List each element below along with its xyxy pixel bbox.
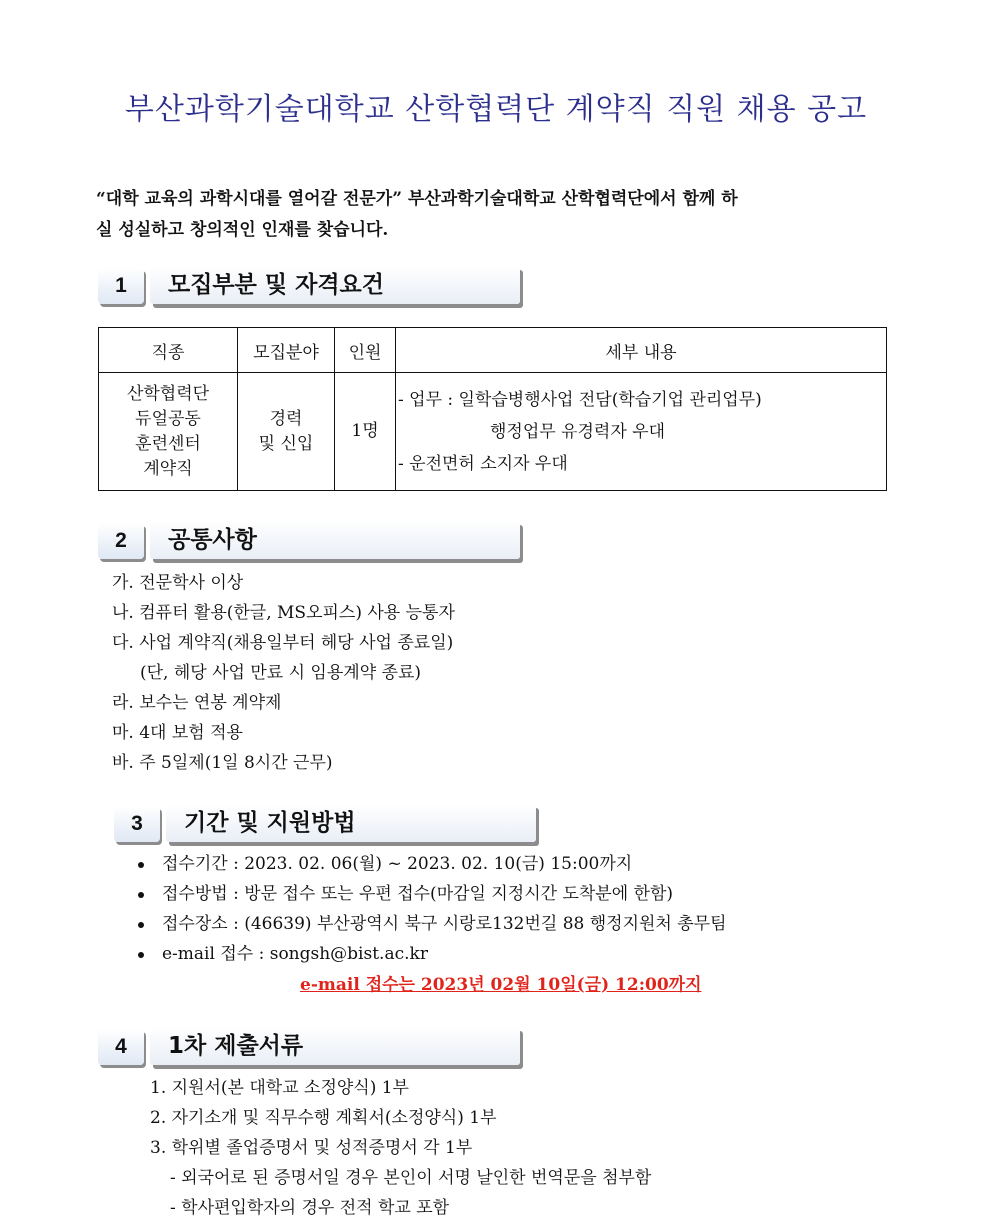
- page-title: 부산과학기술대학교 산학협력단 계약직 직원 채용 공고: [124, 92, 868, 127]
- list-item: 마. 4대 보험 적용: [112, 723, 243, 743]
- list-item: 가. 전문학사 이상: [112, 573, 244, 593]
- email-deadline-notice: e-mail 접수는 2023년 02월 10일(금) 12:00까지: [300, 975, 702, 995]
- recruitment-table: [98, 327, 887, 491]
- detail-cell: [396, 373, 887, 491]
- list-item: 라. 보수는 연봉 계약제: [112, 693, 282, 713]
- apply-list: [136, 849, 727, 969]
- intro-line: 실 성실하고 창의적인 인재를 찾습니다.: [96, 220, 389, 240]
- docs-list: [150, 1073, 651, 1223]
- job-line: 훈련센터: [135, 433, 201, 454]
- list-item: - 외국어로 된 증명서일 경우 본인이 서명 날인한 번역문을 첨부함: [170, 1168, 652, 1188]
- intro-text: [96, 184, 906, 246]
- list-item: e-mail 접수 : songsh@bist.ac.kr: [136, 939, 727, 969]
- field-line: 경력: [269, 408, 303, 429]
- section-label: 모집부분 및 자격요건: [150, 266, 520, 304]
- detail-line: - 운전면허 소지자 우대: [398, 453, 568, 474]
- count-cell: 1명: [335, 373, 396, 491]
- table-header: 인원: [335, 328, 396, 373]
- section-number: 2: [98, 523, 144, 559]
- job-cell: [99, 373, 238, 491]
- list-item: 다. 사업 계약직(채용일부터 헤당 사업 종료일): [112, 633, 454, 653]
- list-item: - 학사편입학자의 경우 전적 학교 포함: [170, 1198, 450, 1218]
- list-item: 접수기간 : 2023. 02. 06(월) ~ 2023. 02. 10(금) 15:00까지: [136, 849, 727, 879]
- list-item: 접수장소 : (46639) 부산광역시 북구 시랑로132번길 88 행정지원처 총무팀: [136, 909, 727, 939]
- list-item: 3. 학위별 졸업증명서 및 성적증명서 각 1부: [150, 1138, 473, 1158]
- section-label: 공통사항: [150, 521, 520, 559]
- detail-line: 행정업무 유경력자 우대: [490, 421, 666, 442]
- intro-line: “대학 교육의 과학시대를 열어갈 전문가” 부산과학기술대학교 산학협력단에서 함께 하: [96, 189, 738, 209]
- list-item: 1. 지원서(본 대학교 소정양식) 1부: [150, 1078, 409, 1098]
- list-item: (단, 헤당 사업 만료 시 임용계약 종료): [140, 663, 421, 683]
- list-item: 2. 자기소개 및 직무수행 계획서(소정양식) 1부: [150, 1108, 497, 1128]
- section-label: 1차 제출서류: [150, 1027, 520, 1065]
- section-number: 1: [98, 268, 144, 304]
- list-item: 접수방법 : 방문 접수 또는 우편 접수(마감일 지정시간 도착분에 한함): [136, 879, 727, 909]
- table-header-row: [99, 328, 887, 373]
- job-line: 산학협력단: [126, 383, 210, 404]
- table-row: [99, 373, 887, 491]
- field-cell: [238, 373, 335, 491]
- job-line: 듀얼공동: [135, 408, 201, 429]
- detail-line: - 업무 : 일학습병행사업 전담(학습기업 관리업무): [398, 389, 762, 410]
- table-header: 직종: [99, 328, 238, 373]
- section-number: 4: [98, 1029, 144, 1065]
- list-item: 나. 컴퓨터 활용(한글, MS오피스) 사용 능통자: [112, 603, 455, 623]
- table-header: 세부 내용: [396, 328, 887, 373]
- field-line: 및 신입: [258, 433, 314, 454]
- job-line: 계약직: [143, 458, 193, 479]
- common-list: [112, 568, 455, 778]
- section-number: 3: [114, 806, 160, 842]
- table-header: 모집분야: [238, 328, 335, 373]
- list-item: 바. 주 5일제(1일 8시간 근무): [112, 753, 333, 773]
- section-label: 기간 및 지원방법: [166, 804, 536, 842]
